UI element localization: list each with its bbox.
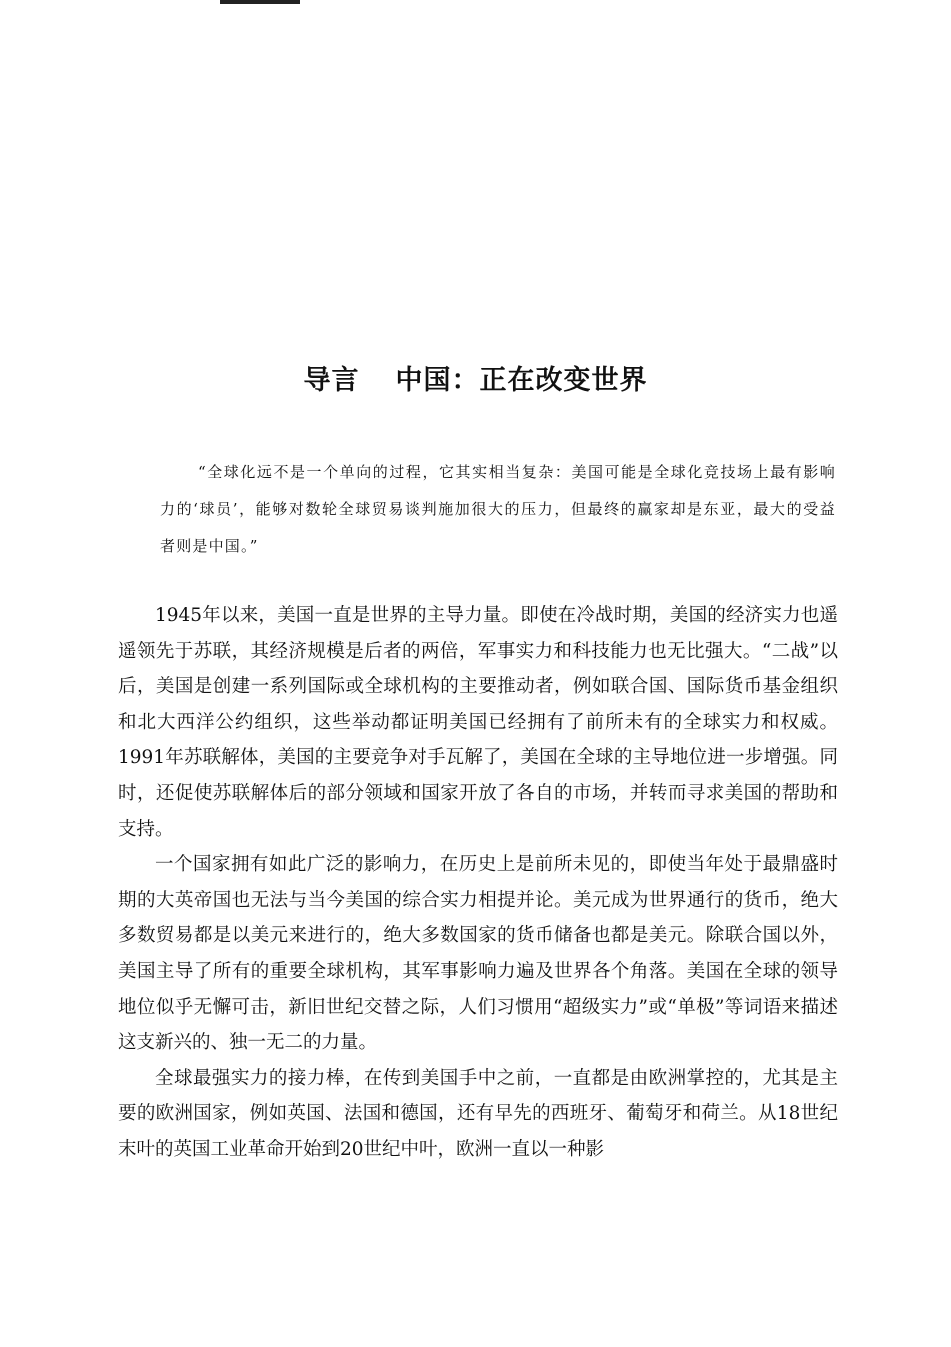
chapter-title-text: 中国：正在改变世界 [395, 365, 648, 397]
body-paragraph-1: 1945年以来，美国一直是世界的主导力量。即使在冷战时期，美国的经济实力也遥遥领先于苏联，其经济规模是后者的两倍，军事实力和科技能力也无比强大。“二战”以后，美国是创建一系列国际或全球机构的主要推动者，例如联合国、国际货币基金组织和北大西洋公约组织，这些举动都证明美国已经拥有了前所未有的全球实力和权威。1991年苏联解体，美国的主要竞争对手瓦解了，美国在全球的主导地位进一步增强。同时，还促使苏联解体后的部分领域和国家开放了各自的市场，并转而寻求美国的帮助和支持。 [118, 605, 838, 840]
chapter-label: 导言 [303, 365, 360, 397]
epigraph-quote: “全球化远不是一个单向的过程，它其实相当复杂：美国可能是全球化竞技场上最有影响力的‘球员’，能够对数轮全球贸易谈判施加很大的压力，但最终的赢家却是东亚，最大的受益者则是中国。” [160, 463, 836, 555]
body-paragraph-3: 全球最强实力的接力棒，在传到美国手中之前，一直都是由欧洲掌控的，尤其是主要的欧洲国家，例如英国、法国和德国，还有早先的西班牙、葡萄牙和荷兰。从18世纪末叶的英国工业革命开始到20世纪中叶，欧洲一直以一种影 [118, 1067, 838, 1160]
body-text [118, 598, 838, 1168]
page-top-mark [220, 0, 300, 4]
chapter-title [0, 358, 951, 397]
body-paragraph-2: 一个国家拥有如此广泛的影响力，在历史上是前所未见的，即使当年处于最鼎盛时期的大英帝国也无法与当今美国的综合实力相提并论。美元成为世界通行的货币，绝大多数贸易都是以美元来进行的，绝大多数国家的货币储备也都是美元。除联合国以外，美国主导了所有的重要全球机构，其军事影响力遍及世界各个角落。美国在全球的领导地位似乎无懈可击，新旧世纪交替之际，人们习惯用“超级实力”或“单极”等词语来描述这支新兴的、独一无二的力量。 [118, 854, 838, 1054]
